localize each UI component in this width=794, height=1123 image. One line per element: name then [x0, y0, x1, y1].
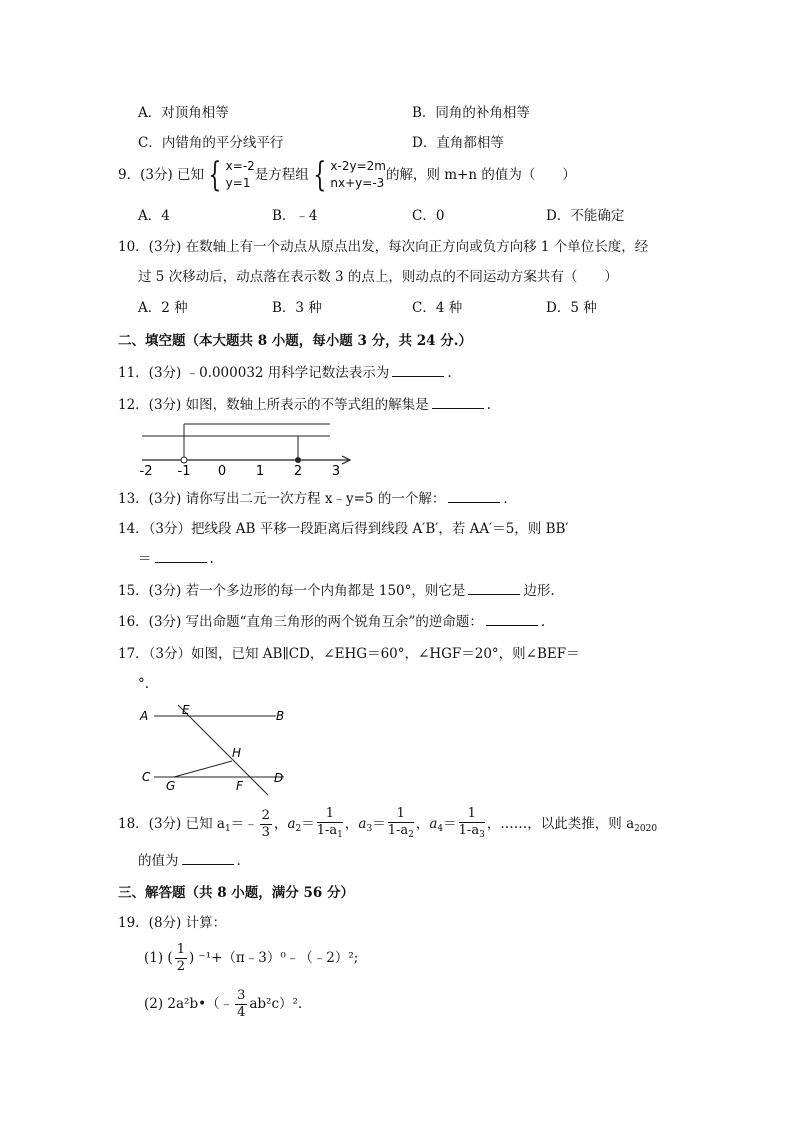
q19-part-2: (2) 2a²b•（﹣ $\frac{3}{4}$ ab²c）². [144, 988, 303, 1020]
q9-solution: x=-2 y=1 [225, 159, 255, 190]
answer-blank [182, 852, 234, 865]
q14-line-2: ＝ . [138, 551, 214, 567]
parallel-lines-figure [136, 700, 306, 800]
question-18: 18．(3分) 已知 $a_1=﹣$ $\frac{2}{3}$ ，$a_2=$ $\frac{1}{1-a_1}$ ，$a_3=$ $\frac{1}{1-a_2}$ ，$a_4=$ $\frac{1}{1-a_3}$ ，……，以此类推，则 $a_{2020}$ [118, 806, 657, 847]
q14-line-1: 14．（3分）把线段 AB 平移一段距离后得到线段 A′B′，若 AA′＝5，则 BB′ [118, 521, 569, 537]
question-9 [118, 155, 576, 195]
answer-blank [486, 613, 538, 626]
label-b: B [276, 709, 285, 723]
q9-option-d: D．不能确定 [546, 208, 625, 224]
tick-label: -2 [139, 464, 153, 479]
q17-line-1: 17．（3分）如图，已知 AB∥CD，∠EHG＝60°，∠HGF＝20°，则∠BEF＝ [118, 646, 580, 662]
label-h: H [232, 746, 242, 760]
q10-option-a: A．2 种 [138, 300, 188, 316]
q9-option-a: A．4 [138, 208, 170, 224]
question-16: 16．(3分) 写出命题“直角三角形的两个锐角互余”的逆命题： . [118, 614, 546, 630]
fraction: $\frac{1}{1-a_1}$ [316, 806, 343, 840]
brace-icon: { [313, 155, 327, 195]
q10-option-c: C．4 种 [412, 300, 463, 316]
fraction: $\frac{1}{2}$ [176, 942, 185, 974]
q9-option-c: C．0 [412, 208, 445, 224]
fraction: $\frac{1}{1-a_3}$ [458, 806, 485, 840]
label-a: A [140, 709, 149, 723]
q8-option-b: B．同角的补角相等 [412, 105, 530, 121]
q9-suffix: 的解，则 m+n 的值为（ ） [385, 167, 576, 183]
question-15: 15．(3分) 若一个多边形的每一个内角都是 150°，则它是 边形. [118, 583, 555, 599]
filled-circle-icon [295, 457, 301, 463]
q17-line-2: °. [138, 676, 150, 692]
tick-label: 3 [331, 464, 341, 479]
q8-option-a: A．对顶角相等 [138, 105, 229, 121]
answer-blank [448, 490, 500, 503]
fraction: $\frac{2}{3}$ [261, 808, 270, 840]
question-13: 13．(3分) 请你写出二元一次方程 x﹣y=5 的一个解： . [118, 491, 508, 507]
label-d: D [274, 771, 284, 785]
label-c: C [142, 770, 151, 784]
fraction: $\frac{1}{1-a_2}$ [387, 806, 414, 840]
q9-prefix: 9．(3分) 已知 [118, 167, 205, 183]
label-f: F [236, 779, 243, 793]
answer-blank [432, 396, 484, 409]
section-3-heading: 三、解答题（共 8 小题，满分 56 分） [118, 885, 354, 901]
tick-label: 0 [217, 464, 227, 479]
answer-blank [155, 550, 207, 563]
q10-option-d: D．5 种 [546, 300, 597, 316]
answer-blank [392, 364, 444, 377]
q10-line-2: 过 5 次移动后，动点落在表示数 3 的点上，则动点的不同运动方案共有（ ） [138, 269, 618, 285]
q9-mid: 是方程组 [254, 167, 309, 183]
label-e: E [182, 703, 190, 717]
number-line-figure [130, 418, 360, 480]
q9-option-b: B．﹣4 [272, 208, 318, 224]
q10-line-1: 10．(3分) 在数轴上有一个动点从原点出发，每次向正方向或负方向移 1 个单位长度，经 [118, 239, 649, 255]
brace-icon: { [208, 155, 222, 195]
q8-option-d: D．直角都相等 [412, 135, 504, 151]
q19-part-1: (1) ( $\frac{1}{2}$ ) ⁻¹+（π﹣3）⁰﹣（﹣2）²; [144, 942, 359, 974]
q19-intro: 19．(8分) 计算： [118, 915, 227, 931]
tick-label: 2 [293, 464, 303, 479]
label-g: G [166, 779, 176, 793]
open-circle-icon [181, 457, 187, 463]
q8-option-c: C．内错角的平分线平行 [138, 135, 284, 151]
section-2-heading: 二、填空题（本大题共 8 小题，每小题 3 分，共 24 分.） [118, 333, 472, 349]
q9-system: x-2y=2m nx+y=-3 [330, 159, 386, 190]
question-11: 11．(3分) ﹣0.000032 用科学记数法表示为 . [118, 365, 452, 381]
tick-label: -1 [177, 464, 191, 479]
fraction: $\frac{3}{4}$ [237, 988, 246, 1020]
answer-blank [468, 582, 520, 595]
q18-line-2: 的值为 . [138, 853, 241, 869]
q10-option-b: B．3 种 [272, 300, 322, 316]
tick-label: 1 [255, 464, 265, 479]
question-12: 12．(3分) 如图，数轴上所表示的不等式组的解集是 . [118, 397, 491, 413]
